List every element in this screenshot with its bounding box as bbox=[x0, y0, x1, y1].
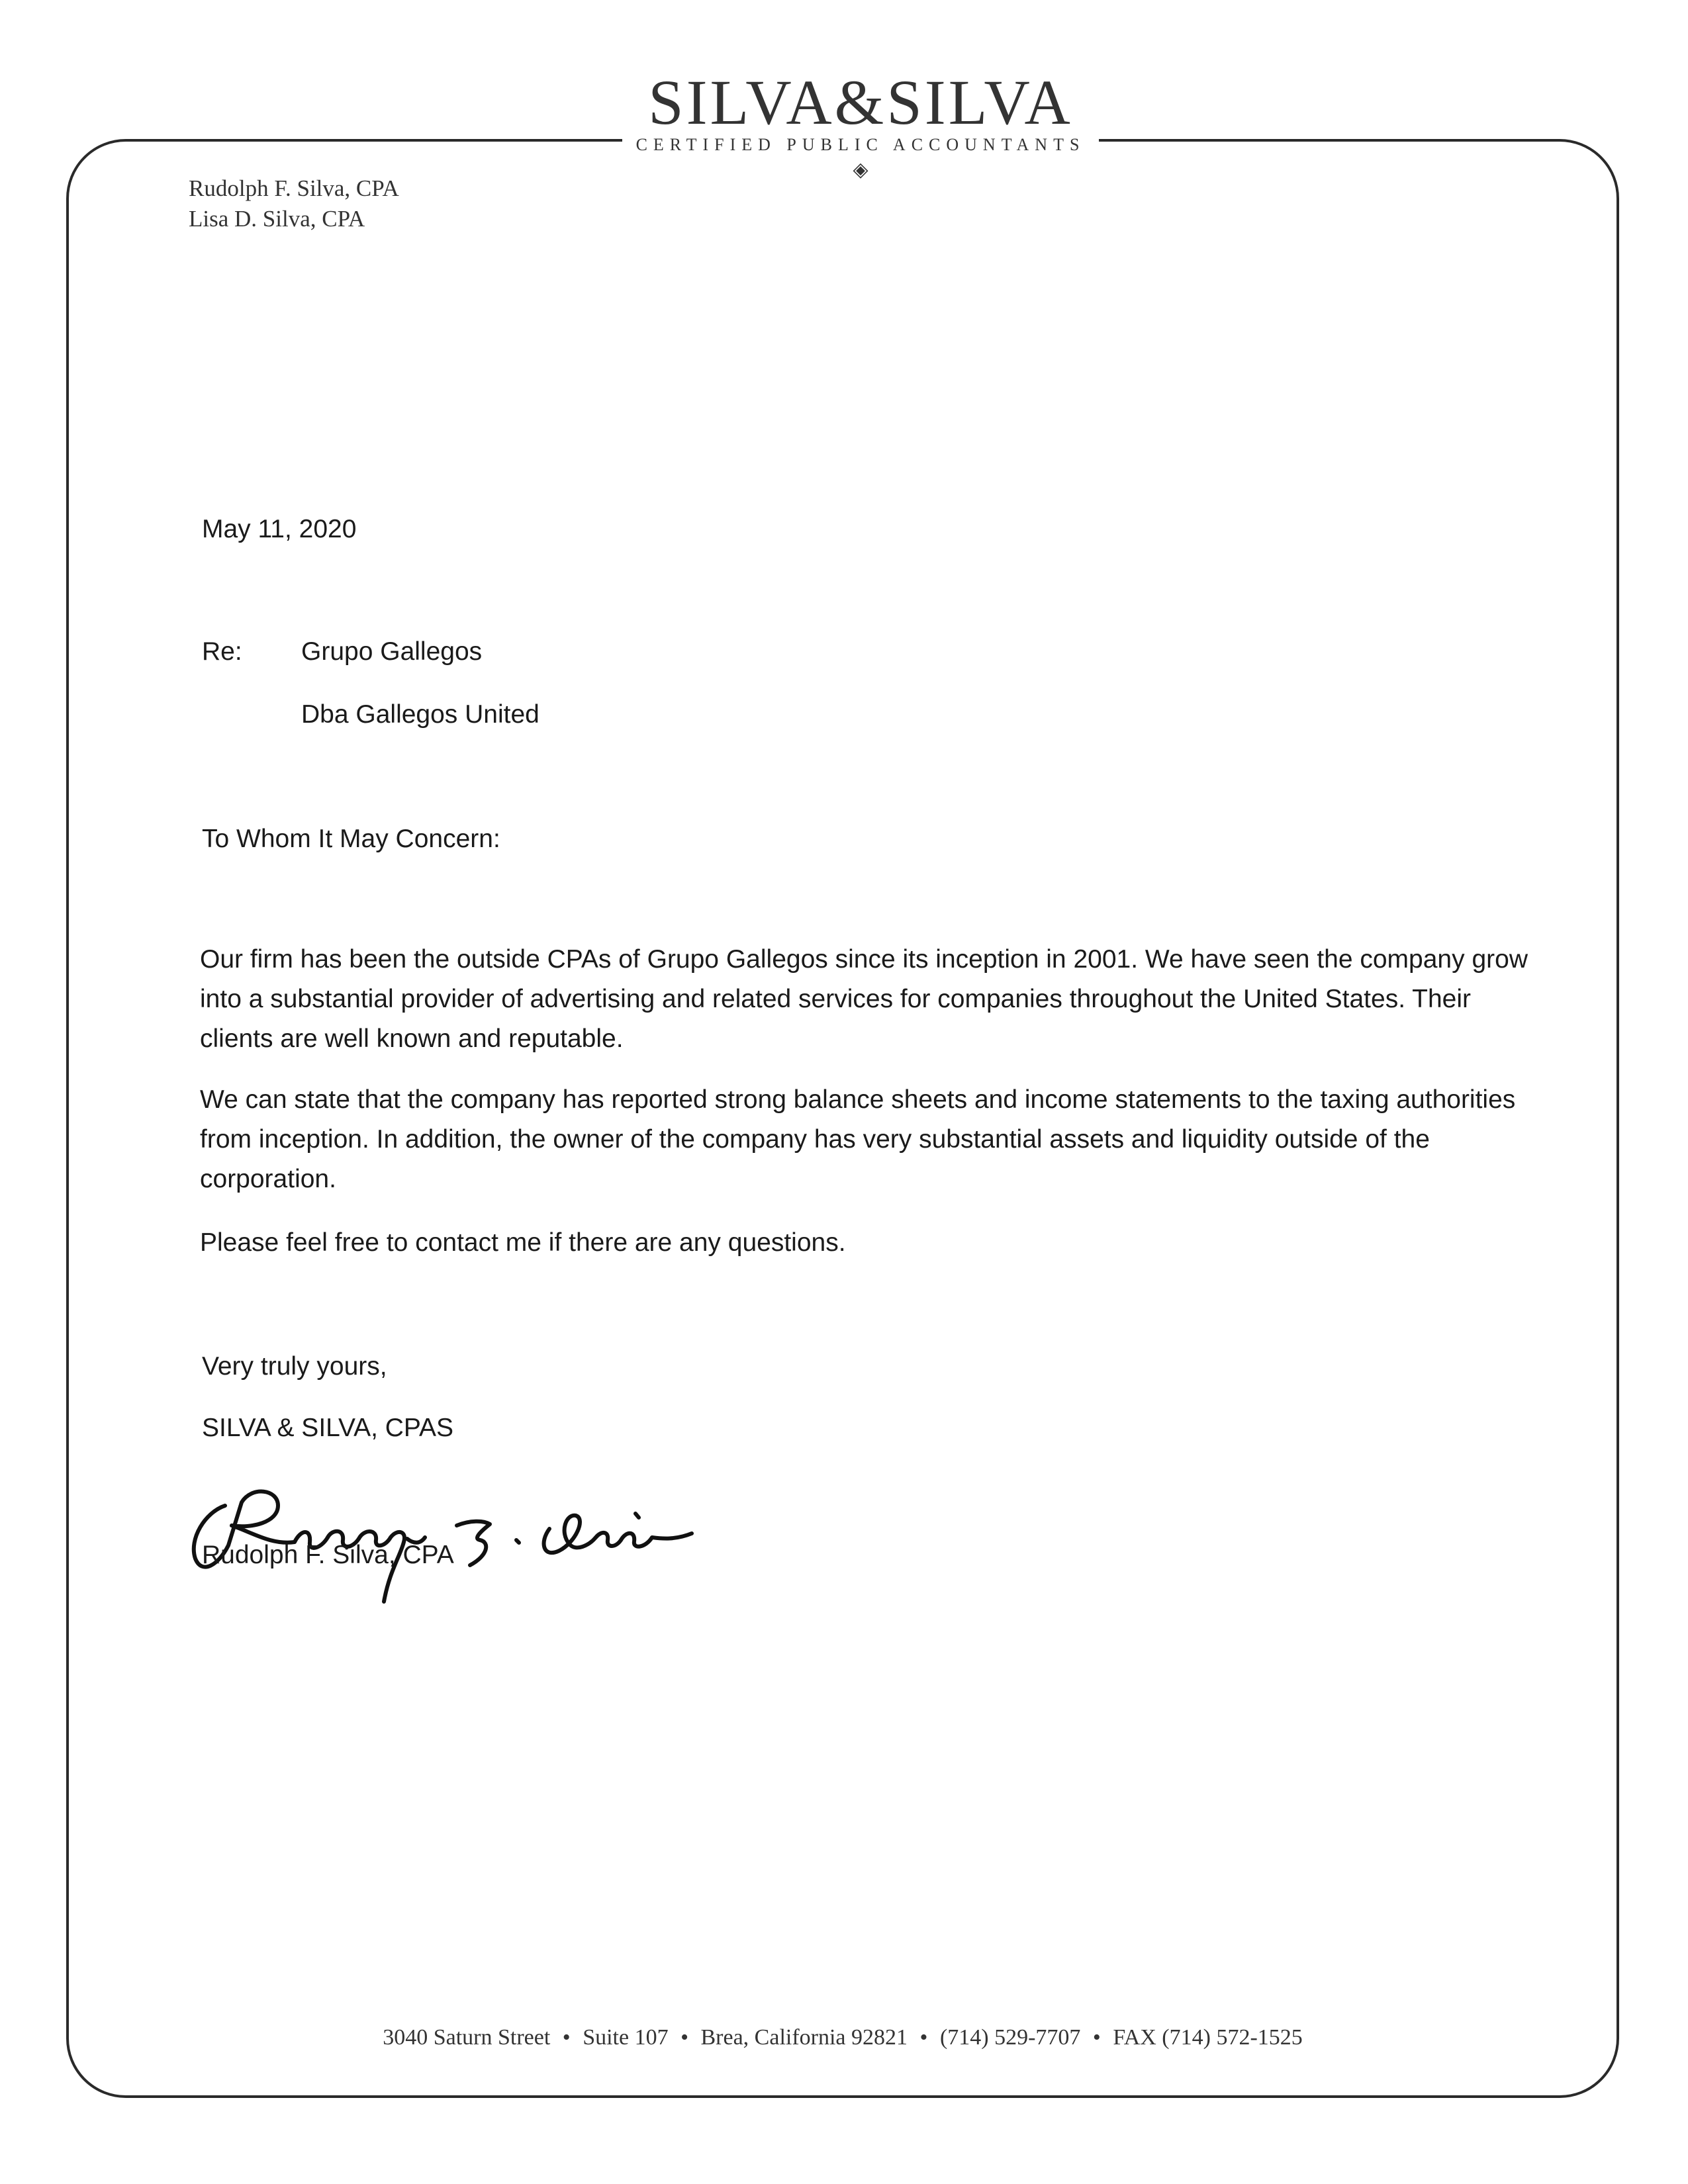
closing: Very truly yours, bbox=[202, 1352, 387, 1381]
re-line: Grupo Gallegos bbox=[301, 637, 483, 666]
body-paragraph: Please feel free to contact me if there are any questions. bbox=[200, 1228, 846, 1257]
firm-tagline: CERTIFIED PUBLIC ACCOUNTANTS bbox=[635, 135, 1086, 154]
letter-date: May 11, 2020 bbox=[202, 515, 357, 543]
partner-name: Lisa D. Silva, CPA bbox=[189, 206, 365, 232]
re-label: Re: bbox=[202, 637, 242, 666]
footer-separator: • bbox=[1092, 2025, 1101, 2050]
partner-name: Rudolph F. Silva, CPA bbox=[189, 175, 399, 201]
footer-address-city: Brea, California 92821 bbox=[700, 2025, 908, 2050]
footer-separator: • bbox=[919, 2025, 928, 2050]
footer-phone: (714) 529-7707 bbox=[939, 2025, 1081, 2050]
partner-list bbox=[189, 173, 399, 234]
footer-fax: FAX (714) 572-1525 bbox=[1113, 2025, 1303, 2050]
footer-separator: • bbox=[680, 2025, 688, 2050]
footer-separator: • bbox=[562, 2025, 571, 2050]
signer-name: Rudolph F. Silva, CPA bbox=[202, 1541, 454, 1569]
re-line: Dba Gallegos United bbox=[301, 700, 539, 729]
salutation: To Whom It May Concern: bbox=[202, 825, 500, 853]
footer-address-suite: Suite 107 bbox=[583, 2025, 669, 2050]
diamond-ornament-icon: ◈ bbox=[853, 159, 868, 181]
firm-name: SILVA&SILVA bbox=[648, 67, 1073, 138]
firm-signature-line: SILVA & SILVA, CPAS bbox=[202, 1414, 454, 1442]
body-paragraph: Our firm has been the outside CPAs of Grupo Gallegos since its inception in 2001. We have seen the company grow into a substantial provider of advertising and related services for companies throughout the United States. Their clients are well known and reputable. bbox=[200, 945, 1528, 1053]
firm-logo bbox=[622, 66, 1099, 181]
letterhead-footer bbox=[66, 2025, 1619, 2050]
footer-address-street: 3040 Saturn Street bbox=[383, 2025, 551, 2050]
body-paragraph: We can state that the company has reported strong balance sheets and income statements to the taxing authorities from inception. In addition, the owner of the company has very substantial assets and liquidity outside of the corporation. bbox=[200, 1085, 1516, 1193]
